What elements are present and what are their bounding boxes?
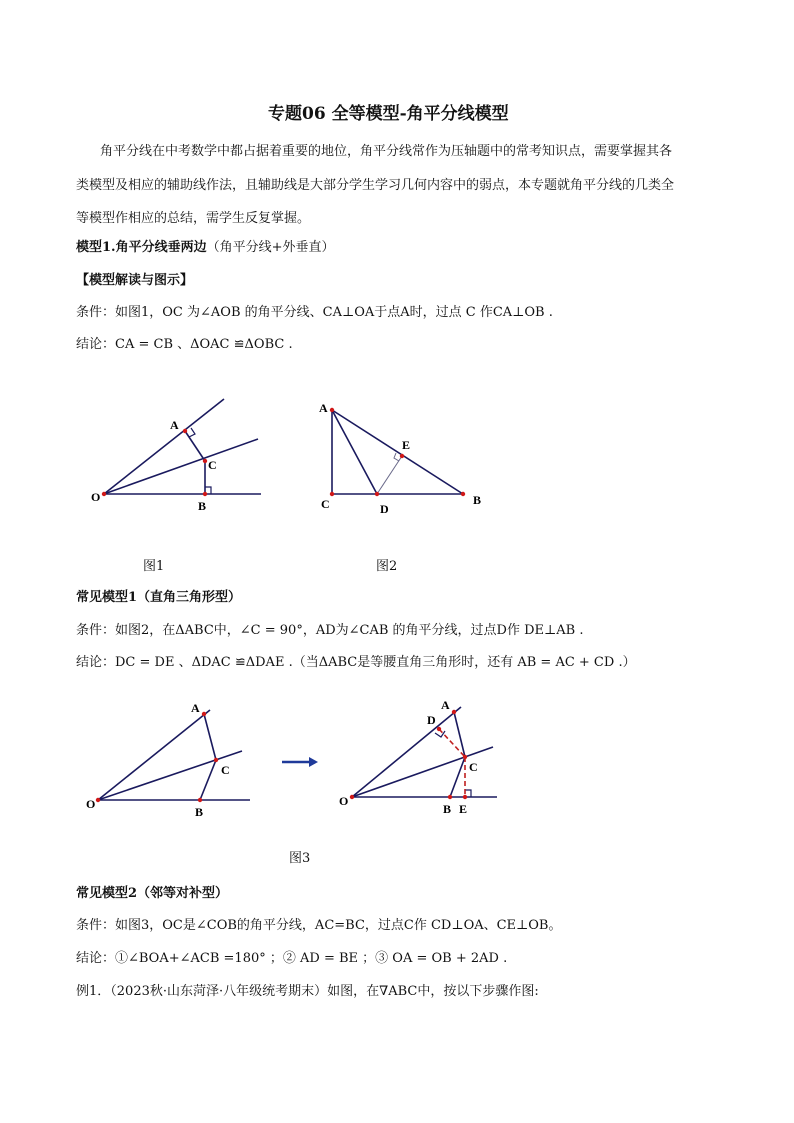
fig3l-label-a: A xyxy=(191,701,200,715)
fig3r-point-c xyxy=(463,755,467,759)
figure-1 xyxy=(88,395,268,520)
fig1-ray-oa xyxy=(104,399,224,494)
figure-3-left xyxy=(82,698,257,823)
fig3l-label-b: B xyxy=(195,805,204,819)
model1-subheading: 【模型解读与图示】 xyxy=(76,273,194,288)
fig3r-point-o xyxy=(350,795,354,799)
fig3l-point-o xyxy=(96,798,100,802)
fig3r-ray-oa xyxy=(352,707,461,797)
fig1-segment-ac xyxy=(185,431,205,461)
fig3l-segment-ac xyxy=(204,714,216,760)
fig3r-label-e: E xyxy=(459,802,468,816)
fig3l-segment-cb xyxy=(200,760,216,800)
fig2-point-c xyxy=(330,492,334,496)
common1-conclusion: 结论：DC = DE 、ΔDAC ≌ΔDAE .（当ΔABC是等腰直角三角形时，还有 AB = AC + CD .） xyxy=(76,655,636,670)
intro-line-1: 角平分线在中考数学中都占据着重要的地位，角平分线常作为压轴题中的常考知识点，需要掌握其各 xyxy=(100,144,673,159)
intro-line-2: 类模型及相应的辅助线作法，且辅助线是大部分学生学习几何内容中的弱点，本专题就角平分线的几类全 xyxy=(76,178,675,193)
fig2-right-angle-e xyxy=(394,453,399,461)
fig3l-point-c xyxy=(214,758,218,762)
fig2-bisector-ad xyxy=(332,410,377,494)
fig3r-label-o: O xyxy=(339,794,349,808)
example-1: 例1．（2023秋·山东菏泽·八年级统考期末）如图，在∇ABC中，按以下步骤作图: xyxy=(76,984,539,999)
figure-3-right xyxy=(335,695,510,825)
fig2-label-d: D xyxy=(380,502,389,516)
fig3r-label-b: B xyxy=(443,802,452,816)
common2-conclusion: 结论：①∠BOA+∠ACB =180° ；② AD = BE ；③ OA = OB + 2AD . xyxy=(76,951,508,966)
model1-heading xyxy=(76,239,334,257)
fig1-label-c: C xyxy=(208,458,217,472)
fig3l-point-b xyxy=(198,798,202,802)
fig3r-right-angle-d xyxy=(435,731,445,737)
fig1-point-b xyxy=(203,492,207,496)
figure-2 xyxy=(310,395,490,520)
fig2-point-d xyxy=(375,492,379,496)
fig1-right-angle-a xyxy=(189,428,195,437)
fig1-label-o: O xyxy=(91,490,101,504)
fig2-caption: 图2 xyxy=(376,559,398,574)
fig2-label-e: E xyxy=(402,438,411,452)
fig2-segment-de xyxy=(377,456,402,494)
fig1-label-b: B xyxy=(198,499,207,513)
fig3r-label-a: A xyxy=(441,698,450,712)
fig3r-segment-cb xyxy=(450,757,465,797)
fig2-label-a: A xyxy=(319,401,328,415)
fig3r-point-a xyxy=(452,710,456,714)
fig2-point-a xyxy=(330,408,334,412)
fig3l-ray-oa xyxy=(98,710,210,800)
fig3-caption: 图3 xyxy=(289,851,311,866)
fig3r-segment-ac xyxy=(454,712,465,757)
fig1-ray-oc xyxy=(104,439,258,494)
model1-heading-note: （角平分线+外垂直） xyxy=(206,240,335,255)
fig1-caption: 图1 xyxy=(143,559,165,574)
fig1-point-c xyxy=(203,459,207,463)
fig2-label-c: C xyxy=(321,497,330,511)
fig3r-label-d: D xyxy=(427,713,436,727)
fig1-point-o xyxy=(102,492,106,496)
fig3l-point-a xyxy=(202,712,206,716)
fig3r-point-e xyxy=(463,795,467,799)
fig1-point-a xyxy=(183,429,187,433)
fig3l-label-o: O xyxy=(86,797,96,811)
fig2-point-b xyxy=(461,492,465,496)
page-title: 专题06 全等模型-角平分线模型 xyxy=(268,104,509,124)
fig3l-label-c: C xyxy=(221,763,230,777)
common2-heading: 常见模型2（邻等对补型） xyxy=(76,886,229,901)
common2-condition: 条件：如图3，OC是∠COB的角平分线，AC=BC，过点C作 CD⊥OA、CE⊥OB。 xyxy=(76,918,562,933)
fig2-point-e xyxy=(400,454,404,458)
fig3r-label-c: C xyxy=(469,760,478,774)
fig3r-point-d xyxy=(437,727,441,731)
intro-line-3: 等模型作相应的总结，需学生反复掌握。 xyxy=(76,211,311,226)
fig3r-point-b xyxy=(448,795,452,799)
transform-arrow-icon xyxy=(280,754,320,770)
fig2-label-b: B xyxy=(473,493,482,507)
common1-condition: 条件：如图2，在ΔABC中，∠C = 90°，AD为∠CAB 的角平分线，过点D作 DE⊥AB . xyxy=(76,623,584,638)
model1-heading-title: 模型1.角平分线垂两边 xyxy=(76,240,207,255)
common1-heading: 常见模型1（直角三角形型） xyxy=(76,590,242,605)
model1-condition: 条件：如图1，OC 为∠AOB 的角平分线、CA⊥OA于点A时，过点 C 作CA⊥OB . xyxy=(76,305,553,320)
model1-conclusion: 结论：CA = CB 、ΔOAC ≌ΔOBC . xyxy=(76,337,293,352)
fig1-label-a: A xyxy=(170,418,179,432)
fig2-side-ab xyxy=(332,410,463,494)
